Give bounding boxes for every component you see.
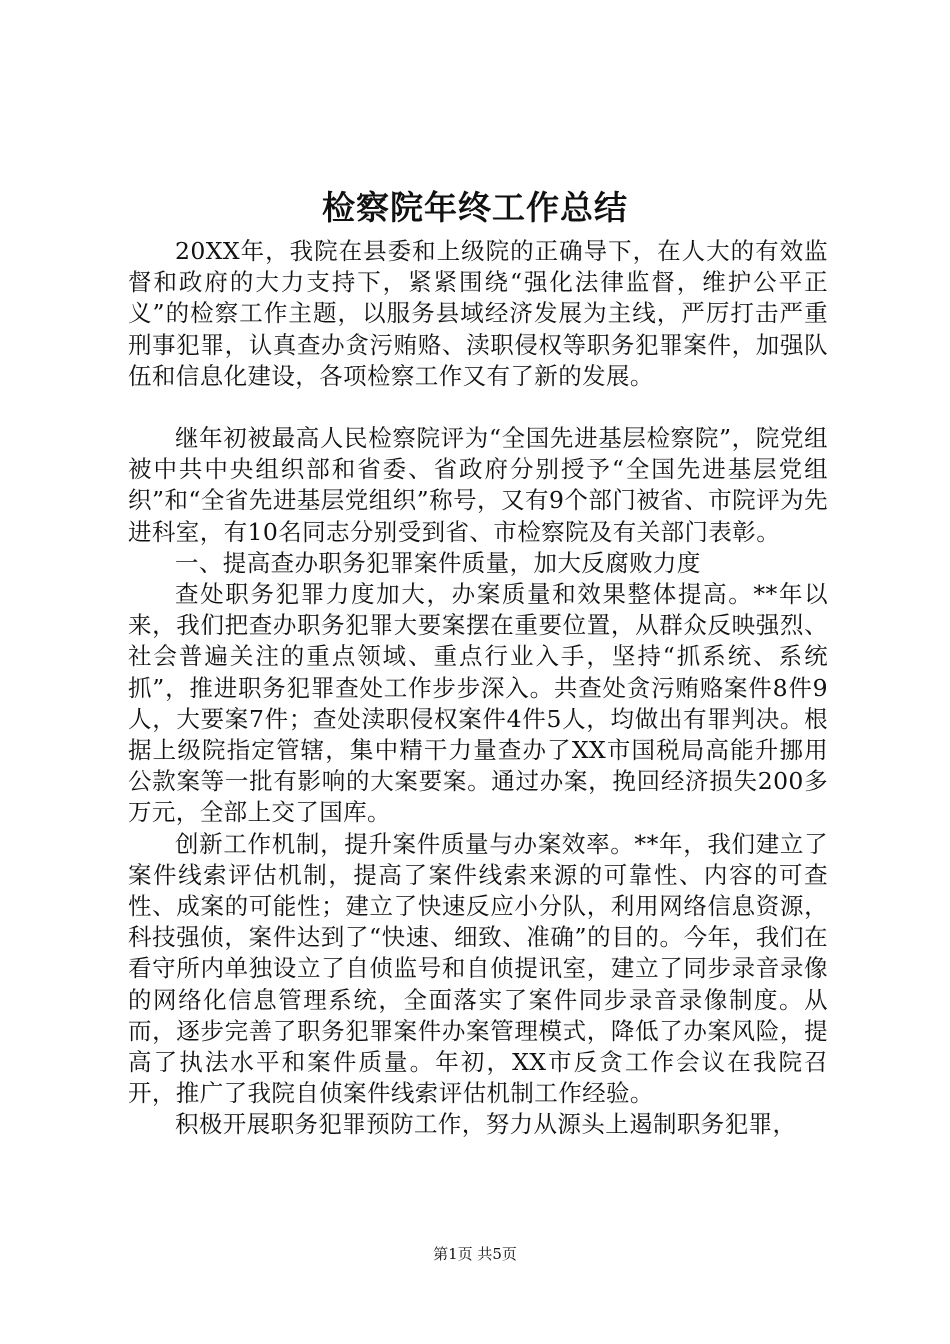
document-title: 检察院年终工作总结: [322, 188, 628, 227]
page-number: 第1页 共5页: [433, 1245, 517, 1263]
document-body: [128, 236, 828, 1141]
paragraph-mechanism: 创新工作机制，提升案件质量与办案效率。**年，我们建立了案件线索评估机制，提高了案件线索来源的可靠性、内容的可查性、成案的可能性；建立了快速反应小分队，利用网络信息资源，科技强侦，案件达到了“快速、细致、准确”的目的。今年，我们在看守所内单独设立了自侦监号和自侦提讯室，建立了同步录音录像的网络化信息管理系统，全面落实了案件同步录音录像制度。从而，逐步完善了职务犯罪案件办案管理模式，降低了办案风险，提高了执法水平和案件质量。年初，XX市反贪工作会议在我院召开，推广了我院自侦案件线索评估机制工作经验。: [128, 829, 828, 1108]
paragraph-prevention: 积极开展职务犯罪预防工作，努力从源头上遏制职务犯罪，: [175, 1110, 797, 1139]
paragraph-investigation: 查处职务犯罪力度加大，办案质量和效果整体提高。**年以来，我们把查办职务犯罪大要案摆在重要位置，从群众反映强烈、社会普遍关注的重点领域、重点行业入手，坚持“抓系统、系统抓”，推进职务犯罪查处工作步步深入。共查处贪污贿赂案件8件9人，大要案7件；查处渎职侵权案件4件5人，均做出有罪判决。根据上级院指定管辖，集中精干力量查办了XX市国税局高能升挪用公款案等一批有影响的大案要案。通过办案，挽回经济损失200多万元，全部上交了国库。: [128, 580, 828, 827]
paragraph-honors: 继年初被最高人民检察院评为“全国先进基层检察院”，院党组被中共中央组织部和省委、省政府分别授予“全国先进基层党组织”和“全省先进基层党组织”称号，又有9个部门被省、市院评为先进科室，有10名同志分别受到省、市检察院及有关部门表彰。: [128, 424, 828, 546]
section-heading-1: 一、提高查办职务犯罪案件质量，加大反腐败力度: [175, 548, 701, 577]
paragraph-intro: 20XX年，我院在县委和上级院的正确导下，在人大的有效监督和政府的大力支持下，紧紧围绕“强化法律监督，维护公平正义”的检察工作主题，以服务县域经济发展为主线，严厉打击严重刑事犯罪，认真查办贪污贿赂、渎职侵权等职务犯罪案件，加强队伍和信息化建设，各项检察工作又有了新的发展。: [128, 237, 828, 390]
